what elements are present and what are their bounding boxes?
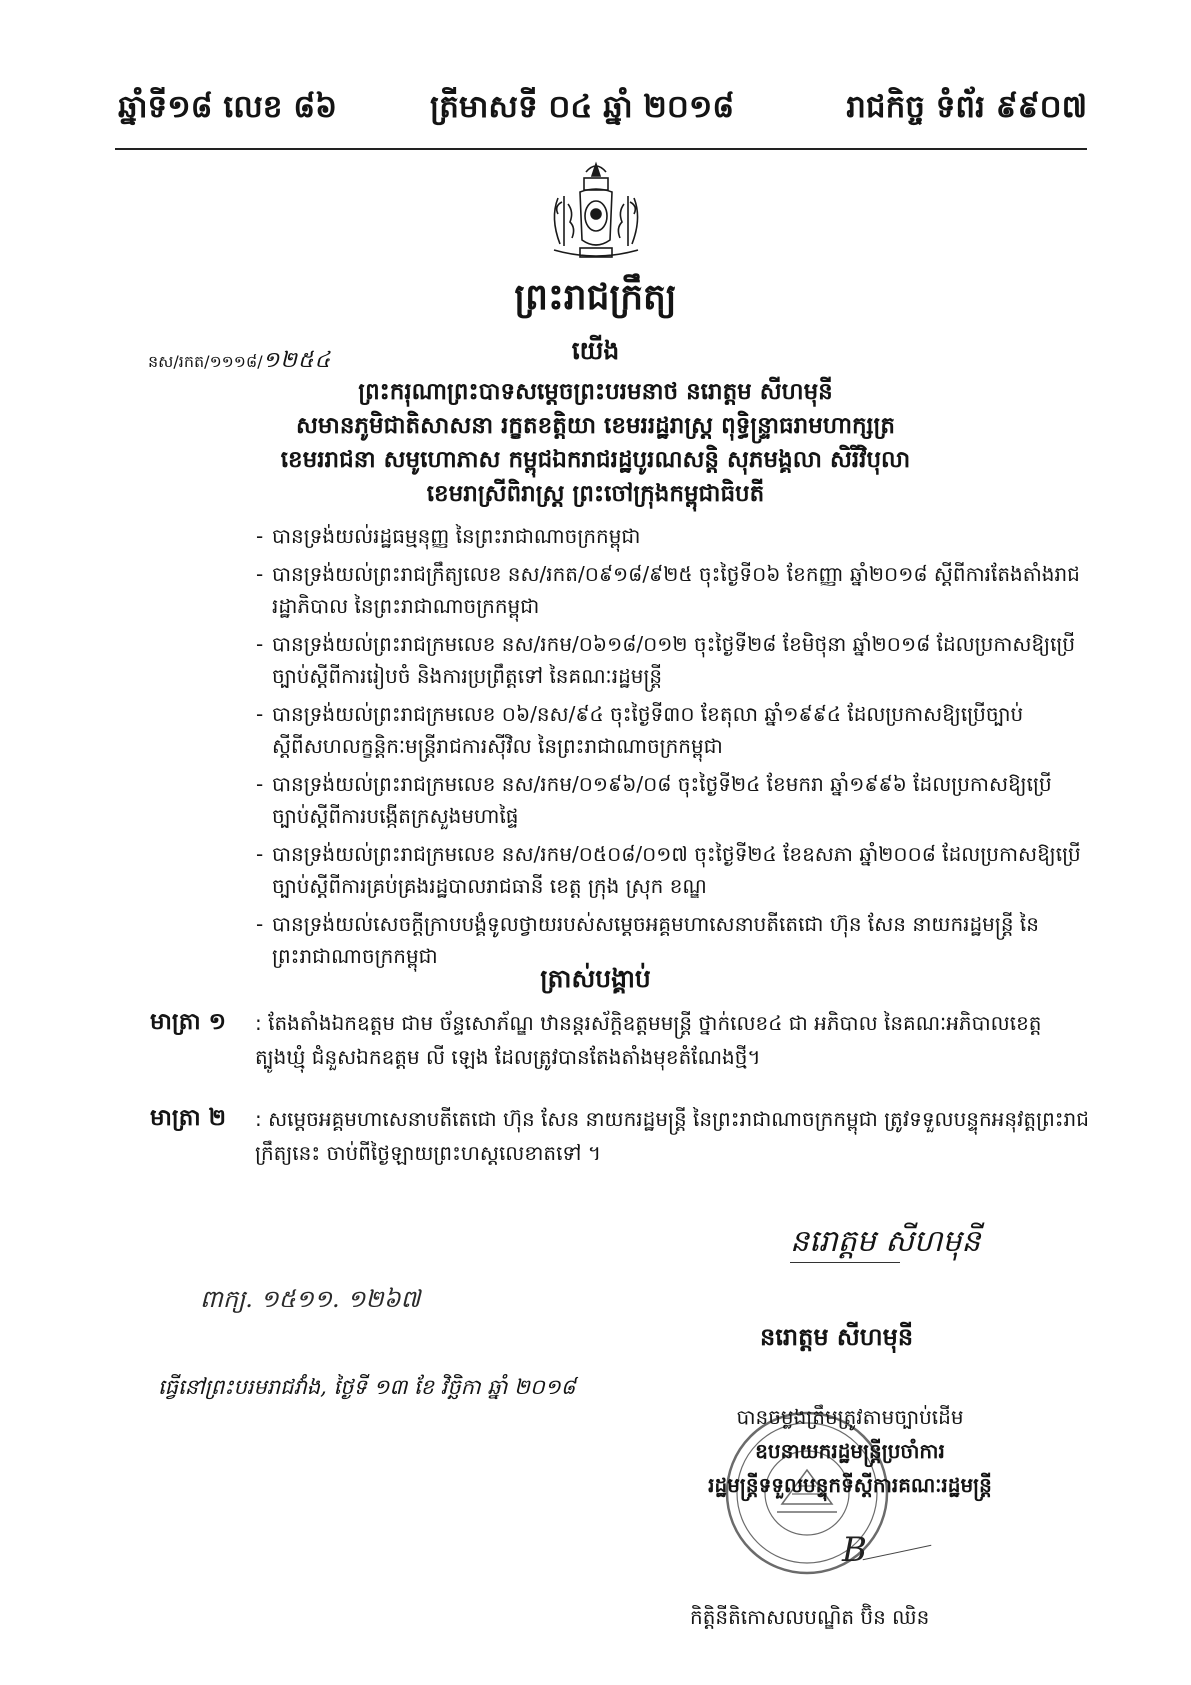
recital-item: - បានទ្រង់យល់រដ្ឋធម្មនុញ្ញ នៃព្រះរាជាណាចក្រកម្ពុជា: [258, 520, 1088, 552]
recital-item: - បានទ្រង់យល់សេចក្តីក្រាបបង្គំទូលថ្វាយរបស់សម្តេចអគ្គមហាសេនាបតីតេជោ ហ៊ុន សែន នាយករដ្ឋមន្ត្រី នៃព្រះរាជាណាចក្រកម្ពុជា: [258, 908, 1088, 972]
decree-number-handwritten: ១២៥៤: [262, 348, 332, 373]
article-2-text: : សម្តេចអគ្គមហាសេនាបតីតេជោ ហ៊ុន សែន នាយករដ្ឋមន្ត្រី នៃព្រះរាជាណាចក្រកម្ពុជា ត្រូវទទួលបន្ទុកអនុវត្តព្រះរាជក្រឹត្យនេះ ចាប់ពីថ្ងៃឡាយព្រះហស្តលេខាតទៅ ។: [255, 1107, 1089, 1165]
registry-reference: ពាក្យ. ១៥១១. ១២៦៧: [200, 1285, 421, 1313]
we-heading: យើង: [571, 336, 620, 365]
decree-title: ព្រះរាជក្រឹត្យ: [514, 277, 677, 318]
certified-copy-line: បានចម្លងត្រឹមត្រូវតាមច្បាប់ដើម: [736, 1405, 964, 1429]
royal-signature: នរោត្តម សីហមុនី: [790, 1224, 981, 1259]
recital-item: - បានទ្រង់យល់ព្រះរាជក្រមលេខ នស/រកម/០៥០៨/០១៧ ចុះថ្ងៃទី២៤ ខែឧសភា ឆ្នាំ២០០៨ ដែលប្រកាសឱ្យប្រើច្បាប់ស្តីពីការគ្រប់គ្រងរដ្ឋបាលរាជធានី ខេត្ត ក្រុង ស្រុក ខណ្ឌ: [258, 838, 1088, 902]
header-rule: [115, 148, 1087, 150]
place-date: ធ្វើនៅព្រះបរមរាជវាំង, ថ្ងៃទី ១៣ ខែ វិច្ឆិកា ឆ្នាំ ២០១៨: [158, 1375, 576, 1399]
royal-title-line-2: សមានភូមិជាតិសាសនា រក្ខតខត្តិយា ខេមររដ្ឋរាស្ត្រ ពុទ្ធិន្ទ្រាធរាមហាក្សត្រ: [296, 413, 895, 439]
royal-title-line-4: ខេមរាស្រីពិរាស្ត្រ ព្រះចៅក្រុងកម្ពុជាធិបតី: [426, 481, 765, 507]
article-1-text: : តែងតាំងឯកឧត្តម ជាម ច័ន្ទសោភ័ណ្ឌ ឋានន្តរស័ក្តិឧត្តមមន្ត្រី ថ្នាក់លេខ៤ ជា អភិបាល នៃគណៈអភិបាលខេត្តត្បូងឃ្មុំ ជំនួសឯកឧត្តម លី ឡេង ដែលត្រូវបានតែងតាំងមុខតំណែងថ្មី។: [255, 1011, 1042, 1069]
signature-underline: [790, 1262, 900, 1263]
decides-heading: ត្រាស់បង្គាប់: [540, 964, 651, 993]
official-name: កិត្តិនីតិកោសលបណ្ឌិត ប៊ិន ឈិន: [690, 1605, 930, 1629]
royal-title-line-3: ខេមររាជនា សមូហោភាស កម្ពុជឯករាជរដ្ឋបូរណសន្តិ សុភមង្គលា សិរីវិបុលា: [280, 447, 911, 473]
decree-number-printed: នស/រកត/១១១៨/: [148, 352, 263, 371]
recital-item: - បានទ្រង់យល់ព្រះរាជក្រឹត្យលេខ នស/រកត/០៩១៨/៩២៥ ចុះថ្ងៃទី០៦ ខែកញ្ញា ឆ្នាំ២០១៨ ស្តីពីការតែងតាំងរាជរដ្ឋាភិបាល នៃព្រះរាជាណាចក្រកម្ពុជា: [258, 558, 1088, 622]
royal-arms-icon: [540, 158, 652, 268]
recitals-list: [258, 520, 1088, 978]
recital-item: - បានទ្រង់យល់ព្រះរាជក្រមលេខ នស/រកម/០៦១៨/០១២ ចុះថ្ងៃទី២៨ ខែមិថុនា ឆ្នាំ២០១៨ ដែលប្រកាសឱ្យប្រើច្បាប់ស្តីពីការរៀបចំ និងការប្រព្រឹត្តទៅ នៃគណៈរដ្ឋមន្ត្រី: [258, 628, 1088, 692]
royal-title-line-1: ព្រះករុណាព្រះបាទសម្តេចព្រះបរមនាថ នរោត្តម សីហមុនី: [358, 379, 833, 405]
royal-name: នរោត្តម សីហមុនី: [760, 1323, 914, 1351]
gazette-year-issue: ឆ្នាំទី១៨ លេខ ៨៦: [118, 89, 338, 125]
gazette-date: ត្រីមាសទី ០៤ ឆ្នាំ ២០១៨: [430, 89, 735, 125]
minister-line: រដ្ឋមន្ត្រីទទួលបន្ទុកទីស្តីការគណៈរដ្ឋមន្ត្រី: [708, 1473, 992, 1497]
article-1-label: មាត្រា ១: [150, 1009, 227, 1035]
gazette-page: រាជកិច្ច ទំព័រ ៩៩០៧: [846, 89, 1087, 125]
official-signature: B: [842, 1530, 867, 1570]
article-2-label: មាត្រា ២: [150, 1105, 227, 1131]
recital-item: - បានទ្រង់យល់ព្រះរាជក្រមលេខ នស/រកម/០១៩៦/០៨ ចុះថ្ងៃទី២៤ ខែមករា ឆ្នាំ១៩៩៦ ដែលប្រកាសឱ្យប្រើច្បាប់ស្តីពីការបង្កើតក្រសួងមហាផ្ទៃ: [258, 768, 1088, 832]
recital-item: - បានទ្រង់យល់ព្រះរាជក្រមលេខ ០៦/នស/៩៤ ចុះថ្ងៃទី៣០ ខែតុលា ឆ្នាំ១៩៩៤ ដែលប្រកាសឱ្យប្រើច្បាប់ស្តីពីសហលក្ខន្តិកៈមន្ត្រីរាជការស៊ីវិល នៃព្រះរាជាណាចក្រកម្ពុជា: [258, 698, 1088, 762]
deputy-pm-line: ឧបនាយករដ្ឋមន្ត្រីប្រចាំការ: [755, 1439, 945, 1463]
